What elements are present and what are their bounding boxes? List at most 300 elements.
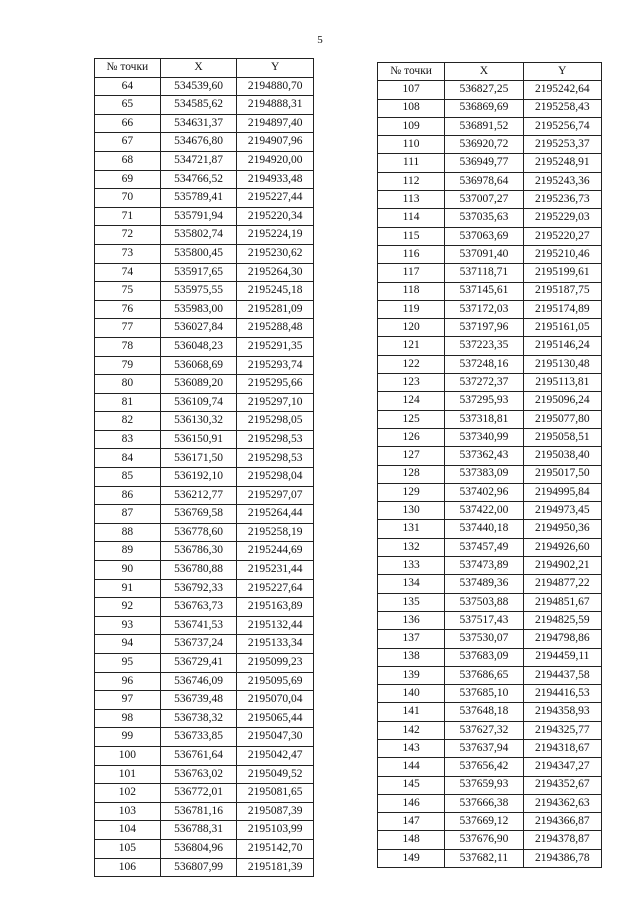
point-number-cell: 91	[95, 579, 161, 598]
table-header-row	[95, 59, 314, 78]
y-coordinate-cell: 2194386,78	[523, 849, 601, 867]
point-number-cell: 95	[95, 654, 161, 673]
y-coordinate-cell: 2195065,44	[237, 709, 314, 728]
x-coordinate-cell: 537683,09	[445, 648, 523, 666]
x-coordinate-cell: 537118,71	[445, 264, 523, 282]
point-number-cell: 88	[95, 523, 161, 542]
table-header-row	[378, 63, 602, 81]
point-number-cell: 86	[95, 486, 161, 505]
point-number-cell: 131	[378, 520, 445, 538]
point-number-cell: 124	[378, 392, 445, 410]
y-coordinate-cell: 2195220,34	[237, 207, 314, 226]
x-coordinate-cell: 537676,90	[445, 831, 523, 849]
point-number-cell: 134	[378, 575, 445, 593]
table-row	[95, 505, 314, 524]
point-number-cell: 98	[95, 709, 161, 728]
y-coordinate-cell: 2195298,53	[237, 449, 314, 468]
y-coordinate-cell: 2195017,50	[523, 465, 601, 483]
x-coordinate-cell: 536741,53	[160, 616, 237, 635]
x-coordinate-cell: 536738,32	[160, 709, 237, 728]
point-number-cell: 74	[95, 263, 161, 282]
table-body	[378, 81, 602, 868]
table-row	[378, 392, 602, 410]
point-number-cell: 76	[95, 300, 161, 319]
column-header-point-number: № точки	[95, 59, 161, 78]
x-coordinate-cell: 537627,32	[445, 721, 523, 739]
point-number-cell: 80	[95, 375, 161, 394]
table-row	[378, 483, 602, 501]
x-coordinate-cell: 537648,18	[445, 703, 523, 721]
table-row	[95, 561, 314, 580]
point-number-cell: 104	[95, 821, 161, 840]
y-coordinate-cell: 2195181,39	[237, 858, 314, 877]
point-number-cell: 141	[378, 703, 445, 721]
y-coordinate-cell: 2195081,65	[237, 784, 314, 803]
x-coordinate-cell: 536746,09	[160, 672, 237, 691]
y-coordinate-cell: 2195038,40	[523, 447, 601, 465]
y-coordinate-cell: 2195264,30	[237, 263, 314, 282]
point-number-cell: 87	[95, 505, 161, 524]
x-coordinate-cell: 537248,16	[445, 355, 523, 373]
y-coordinate-cell: 2195146,24	[523, 337, 601, 355]
column-header-y: Y	[523, 63, 601, 81]
point-number-cell: 116	[378, 245, 445, 263]
point-number-cell: 126	[378, 428, 445, 446]
x-coordinate-cell: 536949,77	[445, 154, 523, 172]
y-coordinate-cell: 2195281,09	[237, 300, 314, 319]
x-coordinate-cell: 536781,16	[160, 802, 237, 821]
table-row	[95, 598, 314, 617]
y-coordinate-cell: 2195130,48	[523, 355, 601, 373]
point-number-cell: 122	[378, 355, 445, 373]
y-coordinate-cell: 2195293,74	[237, 356, 314, 375]
table-row	[95, 486, 314, 505]
y-coordinate-cell: 2194973,45	[523, 502, 601, 520]
y-coordinate-cell: 2195244,69	[237, 542, 314, 561]
table-row	[95, 96, 314, 115]
table-row	[378, 447, 602, 465]
x-coordinate-cell: 537383,09	[445, 465, 523, 483]
table-row	[378, 685, 602, 703]
point-number-cell: 133	[378, 557, 445, 575]
x-coordinate-cell: 536737,24	[160, 635, 237, 654]
point-number-cell: 82	[95, 412, 161, 431]
y-coordinate-cell: 2195291,35	[237, 337, 314, 356]
column-header-x: X	[445, 63, 523, 81]
table-row	[378, 666, 602, 684]
x-coordinate-cell: 537295,93	[445, 392, 523, 410]
y-coordinate-cell: 2195224,19	[237, 226, 314, 245]
x-coordinate-cell: 536920,72	[445, 136, 523, 154]
point-number-cell: 113	[378, 191, 445, 209]
y-coordinate-cell: 2195049,52	[237, 765, 314, 784]
table-row	[95, 802, 314, 821]
point-number-cell: 71	[95, 207, 161, 226]
y-coordinate-cell: 2195133,34	[237, 635, 314, 654]
point-number-cell: 140	[378, 685, 445, 703]
y-coordinate-cell: 2195174,89	[523, 300, 601, 318]
y-coordinate-cell: 2195132,44	[237, 616, 314, 635]
y-coordinate-cell: 2194798,86	[523, 630, 601, 648]
y-coordinate-cell: 2195229,03	[523, 209, 601, 227]
table-body	[95, 77, 314, 877]
x-coordinate-cell: 536027,84	[160, 319, 237, 338]
x-coordinate-cell: 536804,96	[160, 839, 237, 858]
y-coordinate-cell: 2195220,27	[523, 227, 601, 245]
y-coordinate-cell: 2195297,07	[237, 486, 314, 505]
y-coordinate-cell: 2195163,89	[237, 598, 314, 617]
table-row	[378, 81, 602, 99]
table-row	[378, 557, 602, 575]
point-number-cell: 112	[378, 172, 445, 190]
table-row	[378, 630, 602, 648]
x-coordinate-cell: 537172,03	[445, 300, 523, 318]
y-coordinate-cell: 2195243,36	[523, 172, 601, 190]
x-coordinate-cell: 535789,41	[160, 189, 237, 208]
y-coordinate-cell: 2195264,44	[237, 505, 314, 524]
y-coordinate-cell: 2194325,77	[523, 721, 601, 739]
point-number-cell: 79	[95, 356, 161, 375]
y-coordinate-cell: 2195297,10	[237, 393, 314, 412]
point-number-cell: 147	[378, 813, 445, 831]
table-row	[378, 593, 602, 611]
point-number-cell: 101	[95, 765, 161, 784]
table-row	[95, 77, 314, 96]
point-number-cell: 103	[95, 802, 161, 821]
y-coordinate-cell: 2194877,22	[523, 575, 601, 593]
point-number-cell: 84	[95, 449, 161, 468]
point-number-cell: 111	[378, 154, 445, 172]
table-row	[378, 831, 602, 849]
point-number-cell: 148	[378, 831, 445, 849]
y-coordinate-cell: 2194907,96	[237, 133, 314, 152]
x-coordinate-cell: 534539,60	[160, 77, 237, 96]
table-row	[378, 337, 602, 355]
table-row	[95, 207, 314, 226]
x-coordinate-cell: 536807,99	[160, 858, 237, 877]
x-coordinate-cell: 537007,27	[445, 191, 523, 209]
table-row	[95, 300, 314, 319]
table-row	[95, 691, 314, 710]
point-number-cell: 107	[378, 81, 445, 99]
table-row	[378, 648, 602, 666]
x-coordinate-cell: 534631,37	[160, 114, 237, 133]
point-number-cell: 149	[378, 849, 445, 867]
point-number-cell: 75	[95, 282, 161, 301]
point-number-cell: 70	[95, 189, 161, 208]
table-row	[378, 611, 602, 629]
table-row	[378, 300, 602, 318]
point-number-cell: 65	[95, 96, 161, 115]
y-coordinate-cell: 2195227,44	[237, 189, 314, 208]
x-coordinate-cell: 537440,18	[445, 520, 523, 538]
table-row	[95, 133, 314, 152]
y-coordinate-cell: 2194347,27	[523, 758, 601, 776]
x-coordinate-cell: 536788,31	[160, 821, 237, 840]
y-coordinate-cell: 2195142,70	[237, 839, 314, 858]
x-coordinate-cell: 537659,93	[445, 776, 523, 794]
y-coordinate-cell: 2194897,40	[237, 114, 314, 133]
point-number-cell: 108	[378, 99, 445, 117]
x-coordinate-cell: 537362,43	[445, 447, 523, 465]
x-coordinate-cell: 537686,65	[445, 666, 523, 684]
x-coordinate-cell: 537402,96	[445, 483, 523, 501]
point-number-cell: 143	[378, 739, 445, 757]
x-coordinate-cell: 536827,25	[445, 81, 523, 99]
point-number-cell: 93	[95, 616, 161, 635]
x-coordinate-cell: 537197,96	[445, 319, 523, 337]
point-number-cell: 73	[95, 244, 161, 263]
x-coordinate-cell: 537637,94	[445, 739, 523, 757]
table-row	[378, 264, 602, 282]
point-number-cell: 130	[378, 502, 445, 520]
point-number-cell: 123	[378, 374, 445, 392]
x-coordinate-cell: 536786,30	[160, 542, 237, 561]
y-coordinate-cell: 2194880,70	[237, 77, 314, 96]
point-number-cell: 96	[95, 672, 161, 691]
table-row	[95, 226, 314, 245]
point-number-cell: 145	[378, 776, 445, 794]
table-row	[95, 616, 314, 635]
x-coordinate-cell: 537272,37	[445, 374, 523, 392]
table-row	[95, 468, 314, 487]
x-coordinate-cell: 536769,58	[160, 505, 237, 524]
x-coordinate-cell: 534585,62	[160, 96, 237, 115]
y-coordinate-cell: 2195077,80	[523, 410, 601, 428]
x-coordinate-cell: 537517,43	[445, 611, 523, 629]
y-coordinate-cell: 2194926,60	[523, 538, 601, 556]
x-coordinate-cell: 536891,52	[445, 117, 523, 135]
point-number-cell: 142	[378, 721, 445, 739]
column-header-y: Y	[237, 59, 314, 78]
y-coordinate-cell: 2195070,04	[237, 691, 314, 710]
x-coordinate-cell: 535983,00	[160, 300, 237, 319]
y-coordinate-cell: 2194416,53	[523, 685, 601, 703]
x-coordinate-cell: 534721,87	[160, 151, 237, 170]
point-number-cell: 94	[95, 635, 161, 654]
x-coordinate-cell: 537457,49	[445, 538, 523, 556]
y-coordinate-cell: 2195298,53	[237, 430, 314, 449]
y-coordinate-cell: 2194437,58	[523, 666, 601, 684]
point-number-cell: 67	[95, 133, 161, 152]
table-row	[378, 502, 602, 520]
x-coordinate-cell: 536068,69	[160, 356, 237, 375]
table-row	[95, 728, 314, 747]
y-coordinate-cell: 2194825,59	[523, 611, 601, 629]
x-coordinate-cell: 535802,74	[160, 226, 237, 245]
point-number-cell: 125	[378, 410, 445, 428]
page-number: 5	[317, 34, 323, 46]
table-row	[378, 154, 602, 172]
point-number-cell: 117	[378, 264, 445, 282]
y-coordinate-cell: 2195245,18	[237, 282, 314, 301]
point-number-cell: 110	[378, 136, 445, 154]
y-coordinate-cell: 2195295,66	[237, 375, 314, 394]
point-number-cell: 120	[378, 319, 445, 337]
y-coordinate-cell: 2194366,87	[523, 813, 601, 831]
table-row	[95, 263, 314, 282]
table-row	[378, 538, 602, 556]
table-row	[95, 412, 314, 431]
x-coordinate-cell: 537223,35	[445, 337, 523, 355]
y-coordinate-cell: 2194851,67	[523, 593, 601, 611]
point-number-cell: 105	[95, 839, 161, 858]
table-row	[95, 672, 314, 691]
y-coordinate-cell: 2195242,64	[523, 81, 601, 99]
x-coordinate-cell: 536978,64	[445, 172, 523, 190]
y-coordinate-cell: 2195095,69	[237, 672, 314, 691]
x-coordinate-cell: 537666,38	[445, 794, 523, 812]
x-coordinate-cell: 536192,10	[160, 468, 237, 487]
y-coordinate-cell: 2195187,75	[523, 282, 601, 300]
table-row	[95, 393, 314, 412]
x-coordinate-cell: 537656,42	[445, 758, 523, 776]
table-row	[95, 319, 314, 338]
point-number-cell: 92	[95, 598, 161, 617]
table-row	[378, 428, 602, 446]
y-coordinate-cell: 2194362,63	[523, 794, 601, 812]
table-row	[95, 282, 314, 301]
y-coordinate-cell: 2195298,04	[237, 468, 314, 487]
table-row	[378, 209, 602, 227]
x-coordinate-cell: 536150,91	[160, 430, 237, 449]
table-row	[378, 721, 602, 739]
y-coordinate-cell: 2195227,64	[237, 579, 314, 598]
y-coordinate-cell: 2194378,87	[523, 831, 601, 849]
x-coordinate-cell: 536089,20	[160, 375, 237, 394]
table-row	[378, 465, 602, 483]
y-coordinate-cell: 2194888,31	[237, 96, 314, 115]
x-coordinate-cell: 535800,45	[160, 244, 237, 263]
y-coordinate-cell: 2194920,00	[237, 151, 314, 170]
x-coordinate-cell: 536761,64	[160, 746, 237, 765]
point-number-cell: 77	[95, 319, 161, 338]
x-coordinate-cell: 536763,02	[160, 765, 237, 784]
x-coordinate-cell: 536109,74	[160, 393, 237, 412]
coordinates-table-right	[377, 62, 602, 868]
point-number-cell: 121	[378, 337, 445, 355]
x-coordinate-cell: 534766,52	[160, 170, 237, 189]
y-coordinate-cell: 2195103,99	[237, 821, 314, 840]
y-coordinate-cell: 2195256,74	[523, 117, 601, 135]
y-coordinate-cell: 2195258,19	[237, 523, 314, 542]
x-coordinate-cell: 535917,65	[160, 263, 237, 282]
point-number-cell: 81	[95, 393, 161, 412]
y-coordinate-cell: 2194995,84	[523, 483, 601, 501]
y-coordinate-cell: 2195099,23	[237, 654, 314, 673]
x-coordinate-cell: 536739,48	[160, 691, 237, 710]
x-coordinate-cell: 537473,89	[445, 557, 523, 575]
table-row	[378, 245, 602, 263]
point-number-cell: 83	[95, 430, 161, 449]
x-coordinate-cell: 537318,81	[445, 410, 523, 428]
x-coordinate-cell: 537145,61	[445, 282, 523, 300]
x-coordinate-cell: 536729,41	[160, 654, 237, 673]
point-number-cell: 106	[95, 858, 161, 877]
x-coordinate-cell: 534676,80	[160, 133, 237, 152]
table-row	[378, 794, 602, 812]
table-row	[378, 575, 602, 593]
y-coordinate-cell: 2194933,48	[237, 170, 314, 189]
table-row	[95, 858, 314, 877]
x-coordinate-cell: 536792,33	[160, 579, 237, 598]
y-coordinate-cell: 2195253,37	[523, 136, 601, 154]
point-number-cell: 135	[378, 593, 445, 611]
x-coordinate-cell: 535975,55	[160, 282, 237, 301]
table-row	[378, 410, 602, 428]
y-coordinate-cell: 2195248,91	[523, 154, 601, 172]
table-row	[95, 765, 314, 784]
table-row	[378, 227, 602, 245]
x-coordinate-cell: 537530,07	[445, 630, 523, 648]
table-row	[95, 654, 314, 673]
x-coordinate-cell: 536869,69	[445, 99, 523, 117]
point-number-cell: 68	[95, 151, 161, 170]
y-coordinate-cell: 2195236,73	[523, 191, 601, 209]
y-coordinate-cell: 2195087,39	[237, 802, 314, 821]
point-number-cell: 146	[378, 794, 445, 812]
point-number-cell: 109	[378, 117, 445, 135]
x-coordinate-cell: 537685,10	[445, 685, 523, 703]
table-row	[95, 170, 314, 189]
y-coordinate-cell: 2195042,47	[237, 746, 314, 765]
point-number-cell: 132	[378, 538, 445, 556]
table-row	[378, 849, 602, 867]
table-row	[378, 374, 602, 392]
y-coordinate-cell: 2194358,93	[523, 703, 601, 721]
point-number-cell: 127	[378, 447, 445, 465]
y-coordinate-cell: 2195161,05	[523, 319, 601, 337]
table-row	[95, 542, 314, 561]
y-coordinate-cell: 2195096,24	[523, 392, 601, 410]
x-coordinate-cell: 537091,40	[445, 245, 523, 263]
table-row	[95, 337, 314, 356]
table-row	[95, 430, 314, 449]
table-row	[378, 172, 602, 190]
point-number-cell: 136	[378, 611, 445, 629]
y-coordinate-cell: 2195113,81	[523, 374, 601, 392]
x-coordinate-cell: 536171,50	[160, 449, 237, 468]
y-coordinate-cell: 2194318,67	[523, 739, 601, 757]
y-coordinate-cell: 2195230,62	[237, 244, 314, 263]
y-coordinate-cell: 2195298,05	[237, 412, 314, 431]
point-number-cell: 64	[95, 77, 161, 96]
y-coordinate-cell: 2195231,44	[237, 561, 314, 580]
point-number-cell: 72	[95, 226, 161, 245]
point-number-cell: 89	[95, 542, 161, 561]
x-coordinate-cell: 537035,63	[445, 209, 523, 227]
point-number-cell: 100	[95, 746, 161, 765]
y-coordinate-cell: 2195047,30	[237, 728, 314, 747]
table-row	[378, 136, 602, 154]
point-number-cell: 97	[95, 691, 161, 710]
x-coordinate-cell: 537063,69	[445, 227, 523, 245]
point-number-cell: 137	[378, 630, 445, 648]
x-coordinate-cell: 537669,12	[445, 813, 523, 831]
x-coordinate-cell: 536212,77	[160, 486, 237, 505]
point-number-cell: 90	[95, 561, 161, 580]
point-number-cell: 66	[95, 114, 161, 133]
table-row	[95, 244, 314, 263]
table-row	[378, 117, 602, 135]
x-coordinate-cell: 536763,73	[160, 598, 237, 617]
x-coordinate-cell: 536778,60	[160, 523, 237, 542]
x-coordinate-cell: 537503,88	[445, 593, 523, 611]
table-row	[378, 355, 602, 373]
x-coordinate-cell: 536780,88	[160, 561, 237, 580]
table-row	[95, 784, 314, 803]
table-row	[378, 282, 602, 300]
